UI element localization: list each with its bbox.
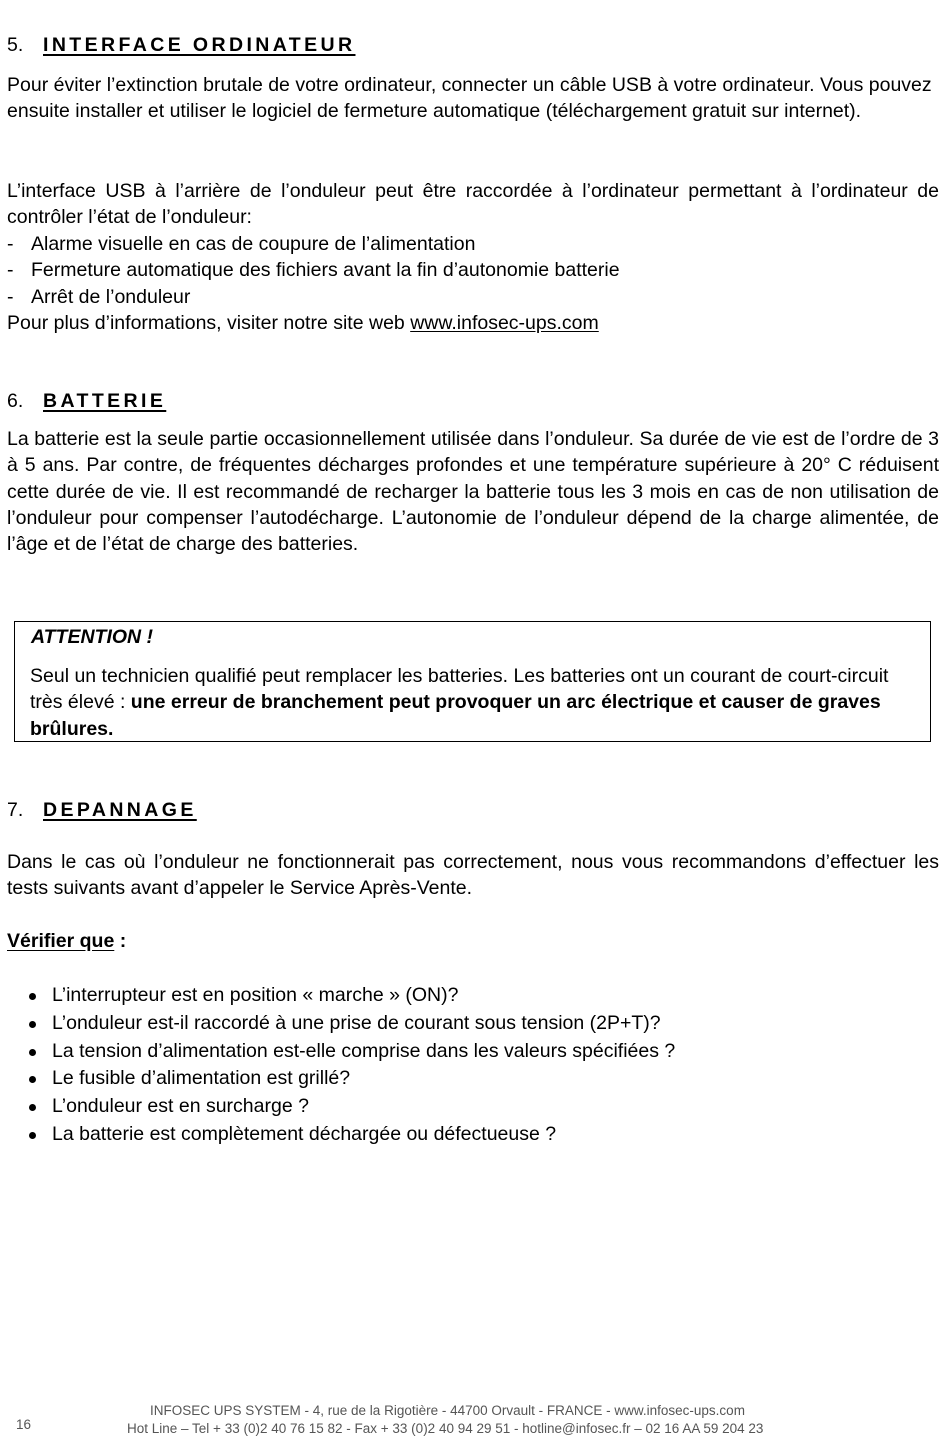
section-6-paragraph: La batterie est la seule partie occasionnellement utilisée dans l’onduleur. Sa durée de vie est de l’ordre de 3 à 5 ans. Par contre, de fréquentes décharges profondes et une température supérieure à 20° C réduisent cette durée de vie. Il est recommandé de recharger la batterie tous les 3 mois en cas de non utilisation de l’onduleur pour compenser l’autodécharge. L’autonomie de l’onduleur dépend de la charge alimentée, de l’âge et de l’état de charge des batteries. (7, 428, 939, 556)
list-item-text: Arrêt de l’onduleur (31, 285, 191, 308)
checklist-item-text: Le fusible d’alimentation est grillé? (52, 1067, 351, 1090)
page-number: 16 (16, 1417, 32, 1432)
section-title: BATTERIE (43, 390, 167, 412)
verifier-label (7, 928, 126, 954)
footer-contact: Hot Line – Tel + 33 (0)2 40 76 15 82 - Fax + 33 (0)2 40 94 29 51 - hotline@infosec.fr – 02 16 AA 59 204 23 (127, 1421, 764, 1436)
section-5-paragraph-2: L’interface USB à l’arrière de l’onduleur peut être raccordée à l’ordinateur permettant à l’ordinateur de contrôler l’état de l’onduleur: (7, 180, 939, 229)
attention-text-normal: Seul un technicien qualifié peut remplacer les batteries. Les batteries ont un courant de court-circuit très élevé : (30, 665, 889, 714)
more-info-line (7, 310, 939, 336)
section-6-heading (7, 388, 166, 414)
checklist-item (0, 1038, 675, 1066)
section-number: 7. (7, 799, 24, 821)
website-link[interactable]: www.infosec-ups.com (410, 311, 599, 334)
checklist (0, 982, 675, 1149)
bullet-icon (29, 1021, 36, 1028)
checklist-item-text: L’interrupteur est en position « marche » (ON)? (52, 984, 459, 1006)
checklist-item (0, 1093, 675, 1121)
bullet-icon (29, 1132, 36, 1139)
bullet-icon (29, 1076, 36, 1083)
checklist-item (0, 1121, 675, 1149)
checklist-item-text: La tension d’alimentation est-elle comprise dans les valeurs spécifiées ? (52, 1039, 676, 1062)
section-7-heading (7, 797, 197, 823)
verifier-colon: : (114, 930, 127, 952)
section-number: 6. (7, 390, 24, 412)
list-item-text: Alarme visuelle en cas de coupure de l’alimentation (31, 233, 476, 255)
more-info-text: Pour plus d’informations, visiter notre site web (7, 311, 411, 334)
section-title: INTERFACE ORDINATEUR (43, 34, 356, 56)
attention-text-bold: une erreur de branchement peut provoquer un arc électrique et causer de graves brûlures. (30, 691, 881, 740)
bullet-icon (29, 993, 36, 1000)
attention-box (14, 621, 931, 742)
checklist-item-text: La batterie est complètement déchargée ou défectueuse ? (52, 1122, 557, 1145)
section-7-paragraph: Dans le cas où l’onduleur ne fonctionnerait pas correctement, nous vous recommandons d’effectuer les tests suivants avant d’appeler le Service Après-Vente. (7, 851, 939, 900)
checklist-item (0, 1010, 675, 1038)
checklist-item-text: L’onduleur est en surcharge ? (52, 1095, 309, 1118)
bullet-icon (29, 1049, 36, 1056)
list-item: - Fermeture automatique des fichiers avant la fin d’autonomie batterie (7, 259, 620, 282)
section-5-paragraph-1: Pour éviter l’extinction brutale de votre ordinateur, connecter un câble USB à votre ordinateur. Vous pouvez ensuite installer et utiliser le logiciel de fermeture automatique (téléchargement gratuit sur internet). (7, 74, 932, 123)
section-5-list (7, 231, 939, 336)
checklist-item-text: L’onduleur est-il raccordé à une prise de courant sous tension (2P+T)? (52, 1011, 661, 1034)
checklist-item (0, 1065, 675, 1093)
section-5-heading (7, 32, 355, 58)
attention-title: ATTENTION ! (31, 626, 154, 648)
section-title: DEPANNAGE (43, 799, 197, 821)
section-number: 5. (7, 34, 24, 56)
attention-text (30, 663, 918, 742)
list-item-text: Fermeture automatique des fichiers avant la fin d’autonomie batterie (31, 259, 620, 282)
checklist-item (0, 982, 675, 1010)
verifier-label-text: Vérifier que (7, 930, 115, 952)
list-item: - Alarme visuelle en cas de coupure de l’alimentation (7, 233, 476, 255)
list-item: - Arrêt de l’onduleur (7, 285, 191, 308)
footer-address: INFOSEC UPS SYSTEM - 4, rue de la Rigotière - 44700 Orvault - FRANCE - www.infosec-ups.com (150, 1403, 745, 1418)
bullet-icon (29, 1104, 36, 1111)
